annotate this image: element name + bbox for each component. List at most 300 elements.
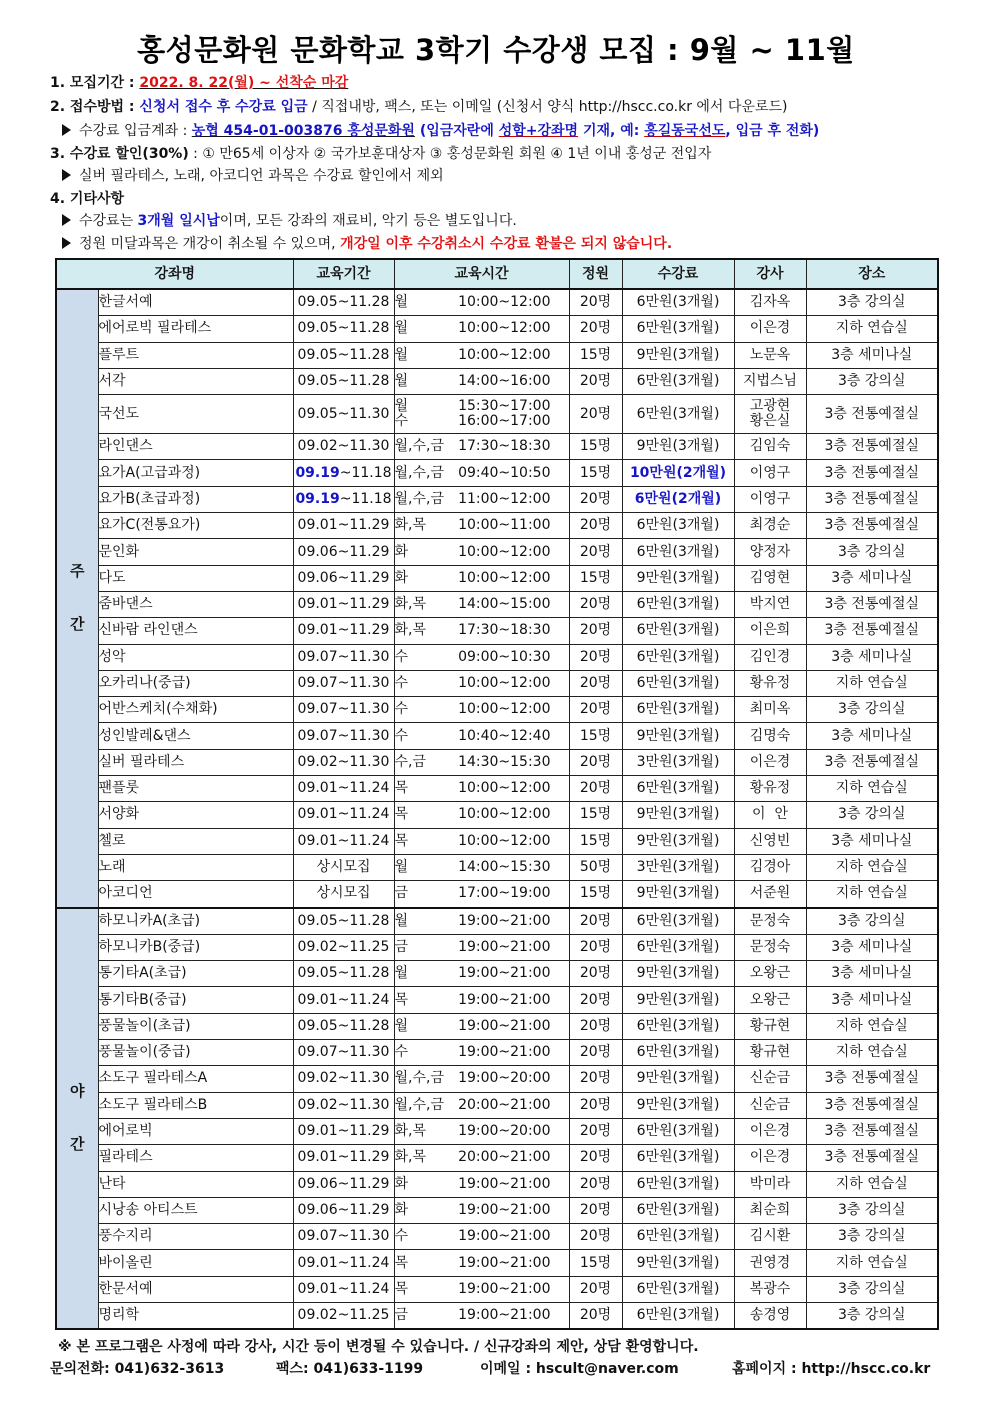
course-place: 3층 강의실 bbox=[806, 539, 938, 565]
course-fee: 6만원(3개월) bbox=[622, 1013, 734, 1039]
course-period: 09.07~11.30 bbox=[293, 670, 394, 696]
course-period: 09.06~11.29 bbox=[293, 565, 394, 591]
course-period: 09.07~11.30 bbox=[293, 1040, 394, 1066]
course-place: 3층 강의실 bbox=[806, 1224, 938, 1250]
course-fee: 6만원(3개월) bbox=[622, 618, 734, 644]
course-hours: 10:00~12:00 bbox=[458, 569, 551, 586]
course-days: 화,목 bbox=[394, 596, 426, 613]
course-capacity: 20명 bbox=[569, 1013, 622, 1039]
course-capacity: 20명 bbox=[569, 1276, 622, 1302]
table-row bbox=[56, 854, 938, 880]
course-place: 3층 전통예절실 bbox=[806, 434, 938, 460]
course-table bbox=[55, 258, 939, 1330]
course-fee: 6만원(3개월) bbox=[622, 670, 734, 696]
course-days: 금 bbox=[394, 1307, 409, 1324]
course-instructor: 이영구 bbox=[734, 460, 806, 486]
header-instructor: 강사 bbox=[734, 259, 806, 289]
course-name: 서양화 bbox=[98, 802, 293, 828]
course-capacity: 20명 bbox=[569, 749, 622, 775]
course-hours: 09:00~10:30 bbox=[458, 648, 551, 665]
course-capacity: 20명 bbox=[569, 1092, 622, 1118]
course-place: 3층 세미나실 bbox=[806, 828, 938, 854]
course-days: 월 bbox=[394, 912, 409, 929]
course-name: 풍수지리 bbox=[98, 1224, 293, 1250]
course-fee: 9만원(3개월) bbox=[622, 434, 734, 460]
course-days: 월 bbox=[394, 346, 409, 363]
course-time bbox=[394, 749, 569, 775]
course-hours: 14:00~16:00 bbox=[458, 373, 551, 390]
recruit-period-value: 2022. 8. 22(월) ~ 선착순 마감 bbox=[139, 75, 349, 91]
course-place: 3층 세미나실 bbox=[806, 644, 938, 670]
course-hours: 10:00~12:00 bbox=[458, 543, 551, 560]
course-instructor: 김영현 bbox=[734, 565, 806, 591]
account-note: (입금자란에 bbox=[414, 123, 499, 139]
course-instructor: 노문옥 bbox=[734, 342, 806, 368]
course-capacity: 15명 bbox=[569, 828, 622, 854]
course-name: 바이올린 bbox=[98, 1250, 293, 1276]
course-period: 09.07~11.30 bbox=[293, 723, 394, 749]
course-instructor: 김시환 bbox=[734, 1224, 806, 1250]
course-instructor: 김인경 bbox=[734, 644, 806, 670]
course-name: 아코디언 bbox=[98, 881, 293, 908]
session-label bbox=[56, 908, 98, 1330]
course-days: 수 bbox=[394, 1044, 409, 1061]
table-row bbox=[56, 670, 938, 696]
course-place: 3층 전통예절실 bbox=[806, 1145, 938, 1171]
course-hours: 14:00~15:00 bbox=[458, 596, 551, 613]
course-fee: 6만원(3개월) bbox=[622, 316, 734, 342]
course-name: 실버 필라테스 bbox=[98, 749, 293, 775]
course-hours: 17:00~19:00 bbox=[458, 885, 551, 902]
course-capacity: 15명 bbox=[569, 1250, 622, 1276]
course-days: 화 bbox=[394, 1175, 409, 1192]
course-fee: 9만원(3개월) bbox=[622, 723, 734, 749]
course-hours: 14:30~15:30 bbox=[458, 753, 551, 770]
course-capacity: 15명 bbox=[569, 460, 622, 486]
course-hours: 10:00~12:00 bbox=[458, 780, 551, 797]
account-number: 농협 454-01-003876 홍성문화원 bbox=[191, 123, 415, 139]
course-time bbox=[394, 697, 569, 723]
table-row bbox=[56, 395, 938, 434]
session-label-char: 주 bbox=[70, 562, 85, 581]
course-hours: 19:00~21:00 bbox=[458, 1307, 551, 1324]
course-fee: 6만원(3개월) bbox=[622, 908, 734, 935]
course-name: 통기타A(초급) bbox=[98, 961, 293, 987]
triangle-bullet-icon bbox=[62, 214, 71, 226]
course-instructor: 황규현 bbox=[734, 1040, 806, 1066]
course-period: 09.01~11.24 bbox=[293, 802, 394, 828]
course-fee: 9만원(3개월) bbox=[622, 1092, 734, 1118]
course-place: 지하 연습실 bbox=[806, 776, 938, 802]
table-row bbox=[56, 368, 938, 394]
course-time bbox=[394, 1013, 569, 1039]
course-fee: 6만원(3개월) bbox=[622, 513, 734, 539]
course-capacity: 15명 bbox=[569, 434, 622, 460]
course-days: 금 bbox=[394, 938, 409, 955]
course-capacity: 20명 bbox=[569, 1171, 622, 1197]
course-time bbox=[394, 802, 569, 828]
table-row bbox=[56, 316, 938, 342]
course-days: 월 bbox=[394, 294, 409, 311]
course-time bbox=[394, 316, 569, 342]
course-hours: 10:00~11:00 bbox=[458, 517, 551, 534]
course-name: 오카리나(중급) bbox=[98, 670, 293, 696]
course-time bbox=[394, 1066, 569, 1092]
course-days: 수,금 bbox=[394, 753, 426, 770]
course-period: 09.05~11.28 bbox=[293, 908, 394, 935]
course-instructor: 이은희 bbox=[734, 618, 806, 644]
course-days: 목 bbox=[394, 780, 409, 797]
table-row bbox=[56, 1145, 938, 1171]
course-place: 지하 연습실 bbox=[806, 1171, 938, 1197]
account-note: 기재, 예: bbox=[578, 123, 645, 139]
course-instructor: 김자옥 bbox=[734, 289, 806, 316]
account-note: , 입금 후 전화) bbox=[725, 123, 820, 139]
table-row bbox=[56, 1013, 938, 1039]
course-hours: 09:40~10:50 bbox=[458, 464, 551, 481]
course-name: 요가B(초급과정) bbox=[98, 486, 293, 512]
apply-method bbox=[50, 96, 787, 116]
course-instructor: 최경순 bbox=[734, 513, 806, 539]
etc-item-2 bbox=[52, 233, 672, 253]
course-period: 09.07~11.30 bbox=[293, 644, 394, 670]
course-fee: 9만원(3개월) bbox=[622, 1066, 734, 1092]
course-period: 09.02~11.30 bbox=[293, 1092, 394, 1118]
course-capacity: 20명 bbox=[569, 289, 622, 316]
course-hours: 19:00~21:00 bbox=[458, 912, 551, 929]
course-fee: 6만원(3개월) bbox=[622, 776, 734, 802]
etc-item-1 bbox=[52, 210, 517, 230]
course-days: 목 bbox=[394, 806, 409, 823]
period-end: ~11.18 bbox=[339, 490, 392, 507]
course-name: 한문서예 bbox=[98, 1276, 293, 1302]
course-fee: 6만원(3개월) bbox=[622, 1040, 734, 1066]
course-name: 성인발레&댄스 bbox=[98, 723, 293, 749]
session-label bbox=[56, 289, 98, 908]
course-time bbox=[394, 644, 569, 670]
course-place: 3층 세미나실 bbox=[806, 961, 938, 987]
header-course-name: 강좌명 bbox=[56, 259, 293, 289]
table-row bbox=[56, 539, 938, 565]
course-capacity: 15명 bbox=[569, 342, 622, 368]
table-row bbox=[56, 565, 938, 591]
course-name: 플루트 bbox=[98, 342, 293, 368]
course-time bbox=[394, 1276, 569, 1302]
course-time bbox=[394, 1250, 569, 1276]
course-name: 다도 bbox=[98, 565, 293, 591]
session-label-char: 간 bbox=[70, 1135, 85, 1154]
header-time: 교육시간 bbox=[394, 259, 569, 289]
instructor-name: 황은실 bbox=[749, 413, 791, 430]
course-period: 09.06~11.29 bbox=[293, 1171, 394, 1197]
triangle-bullet-icon bbox=[62, 169, 71, 181]
course-period: 09.02~11.25 bbox=[293, 1302, 394, 1329]
course-days: 월 bbox=[394, 1017, 409, 1034]
course-time bbox=[394, 1302, 569, 1329]
course-days: 월 bbox=[394, 398, 409, 415]
course-fee: 3만원(3개월) bbox=[622, 854, 734, 880]
course-capacity: 20명 bbox=[569, 1066, 622, 1092]
course-instructor: 이영구 bbox=[734, 486, 806, 512]
header-capacity: 정원 bbox=[569, 259, 622, 289]
course-instructor: 문정숙 bbox=[734, 908, 806, 935]
course-period: 09.01~11.24 bbox=[293, 987, 394, 1013]
triangle-bullet-icon bbox=[62, 237, 71, 249]
course-days: 월,수,금 bbox=[394, 490, 444, 507]
account-note-example: 홍길동국선도 bbox=[644, 123, 726, 139]
course-hours: 19:00~21:00 bbox=[458, 1228, 551, 1245]
course-name: 문인화 bbox=[98, 539, 293, 565]
course-name: 한글서예 bbox=[98, 289, 293, 316]
course-time bbox=[394, 565, 569, 591]
header-fee: 수강료 bbox=[622, 259, 734, 289]
course-instructor: 박미라 bbox=[734, 1171, 806, 1197]
course-name: 국선도 bbox=[98, 395, 293, 434]
course-instructor: 이은경 bbox=[734, 316, 806, 342]
course-capacity: 20명 bbox=[569, 961, 622, 987]
etc-highlight: 3개월 일시납 bbox=[137, 213, 220, 229]
course-capacity: 20명 bbox=[569, 1145, 622, 1171]
course-fee: 6만원(3개월) bbox=[622, 1197, 734, 1223]
course-instructor: 이은경 bbox=[734, 1118, 806, 1144]
course-name: 신바람 라인댄스 bbox=[98, 618, 293, 644]
table-row bbox=[56, 1092, 938, 1118]
course-place: 3층 강의실 bbox=[806, 1276, 938, 1302]
course-days: 화,목 bbox=[394, 622, 426, 639]
course-place: 지하 연습실 bbox=[806, 1250, 938, 1276]
course-name: 필라테스 bbox=[98, 1145, 293, 1171]
course-fee: 6만원(3개월) bbox=[622, 1145, 734, 1171]
course-days: 월 bbox=[394, 373, 409, 390]
course-period: 09.02~11.30 bbox=[293, 749, 394, 775]
course-fee: 9만원(3개월) bbox=[622, 961, 734, 987]
course-days: 화 bbox=[394, 1201, 409, 1218]
course-name: 하모니카B(중급) bbox=[98, 934, 293, 960]
table-row bbox=[56, 697, 938, 723]
course-fee: 9만원(3개월) bbox=[622, 565, 734, 591]
course-days: 화 bbox=[394, 543, 409, 560]
refund-warning: 개강일 이후 수강취소시 수강료 환불은 되지 않습니다. bbox=[340, 236, 673, 252]
course-name: 성악 bbox=[98, 644, 293, 670]
course-days: 월,수,금 bbox=[394, 1096, 444, 1113]
course-instructor bbox=[734, 395, 806, 434]
course-time bbox=[394, 1118, 569, 1144]
course-period: 09.01~11.24 bbox=[293, 1250, 394, 1276]
course-hours: 16:00~17:00 bbox=[458, 413, 551, 430]
course-capacity: 20명 bbox=[569, 670, 622, 696]
course-time bbox=[394, 539, 569, 565]
account-label: 수강료 입금계좌 : bbox=[79, 123, 192, 139]
course-instructor: 황유정 bbox=[734, 776, 806, 802]
table-row bbox=[56, 881, 938, 908]
discount-items: : ① 만65세 이상자 ② 국가보훈대상자 ③ 홍성문화원 회원 ④ 1년 이내 홍성군 전입자 bbox=[188, 146, 712, 162]
course-time bbox=[394, 776, 569, 802]
course-instructor: 이 안 bbox=[734, 802, 806, 828]
course-days: 수 bbox=[394, 727, 409, 744]
page-title: 홍성문화원 문화학교 3학기 수강생 모집 : 9월 ~ 11월 bbox=[137, 33, 855, 67]
period-start-highlight: 09.19 bbox=[295, 464, 340, 481]
table-row bbox=[56, 1302, 938, 1329]
course-hours: 19:00~21:00 bbox=[458, 1280, 551, 1297]
course-instructor: 지법스님 bbox=[734, 368, 806, 394]
course-instructor: 송경영 bbox=[734, 1302, 806, 1329]
course-capacity: 15명 bbox=[569, 802, 622, 828]
course-days: 수 bbox=[394, 701, 409, 718]
course-instructor: 오왕근 bbox=[734, 961, 806, 987]
table-row bbox=[56, 987, 938, 1013]
table-row bbox=[56, 908, 938, 935]
table-row bbox=[56, 1276, 938, 1302]
course-place: 3층 세미나실 bbox=[806, 342, 938, 368]
course-time bbox=[394, 513, 569, 539]
course-capacity: 20명 bbox=[569, 697, 622, 723]
recruit-period bbox=[50, 72, 348, 92]
course-hours: 14:00~15:30 bbox=[458, 859, 551, 876]
course-period: 09.01~11.24 bbox=[293, 776, 394, 802]
contact-homepage: 홈페이지 : http://hscc.co.kr bbox=[732, 1361, 931, 1377]
course-place: 지하 연습실 bbox=[806, 881, 938, 908]
course-fee: 9만원(3개월) bbox=[622, 802, 734, 828]
course-days: 월,수,금 bbox=[394, 438, 444, 455]
course-fee: 9만원(3개월) bbox=[622, 828, 734, 854]
table-row bbox=[56, 1040, 938, 1066]
table-row bbox=[56, 460, 938, 486]
course-days: 화,목 bbox=[394, 1123, 426, 1140]
course-name: 풍물놀이(중급) bbox=[98, 1040, 293, 1066]
course-capacity: 20명 bbox=[569, 1224, 622, 1250]
course-hours: 19:00~20:00 bbox=[458, 1070, 551, 1087]
course-days: 월,수,금 bbox=[394, 1070, 444, 1087]
course-hours: 17:30~18:30 bbox=[458, 622, 551, 639]
table-row bbox=[56, 1118, 938, 1144]
course-hours: 10:00~12:00 bbox=[458, 832, 551, 849]
course-capacity: 20명 bbox=[569, 539, 622, 565]
course-period: 09.07~11.30 bbox=[293, 1224, 394, 1250]
table-row bbox=[56, 591, 938, 617]
etc-label: 4. 기타사항 bbox=[50, 191, 125, 207]
course-hours: 19:00~21:00 bbox=[458, 1175, 551, 1192]
course-instructor: 신영빈 bbox=[734, 828, 806, 854]
course-time bbox=[394, 1040, 569, 1066]
course-fee: 6만원(3개월) bbox=[622, 1276, 734, 1302]
course-fee: 6만원(3개월) bbox=[622, 591, 734, 617]
course-time bbox=[394, 618, 569, 644]
course-name: 풍물놀이(초급) bbox=[98, 1013, 293, 1039]
course-fee: 9만원(3개월) bbox=[622, 342, 734, 368]
course-time bbox=[394, 1171, 569, 1197]
footer-note: ※ 본 프로그램은 사정에 따라 강사, 시간 등이 변경될 수 있습니다. / 신규강좌의 제안, 상담 환영합니다. bbox=[58, 1339, 699, 1355]
course-period: 09.01~11.24 bbox=[293, 1276, 394, 1302]
course-hours: 11:00~12:00 bbox=[458, 490, 551, 507]
course-name: 소도구 필라테스B bbox=[98, 1092, 293, 1118]
course-instructor: 문정숙 bbox=[734, 934, 806, 960]
course-time bbox=[394, 434, 569, 460]
course-hours: 10:00~12:00 bbox=[458, 346, 551, 363]
course-fee: 10만원(2개월) bbox=[622, 460, 734, 486]
course-name: 통기타B(중급) bbox=[98, 987, 293, 1013]
course-days: 목 bbox=[394, 832, 409, 849]
discount bbox=[50, 143, 711, 163]
course-days: 목 bbox=[394, 1254, 409, 1271]
course-capacity: 20명 bbox=[569, 934, 622, 960]
course-capacity: 20명 bbox=[569, 776, 622, 802]
course-instructor: 김임숙 bbox=[734, 434, 806, 460]
course-instructor: 김명숙 bbox=[734, 723, 806, 749]
course-name: 에어로빅 필라테스 bbox=[98, 316, 293, 342]
course-time bbox=[394, 368, 569, 394]
course-name: 소도구 필라테스A bbox=[98, 1066, 293, 1092]
course-name: 팬플룻 bbox=[98, 776, 293, 802]
course-hours: 10:00~12:00 bbox=[458, 806, 551, 823]
period-start-highlight: 09.19 bbox=[295, 490, 340, 507]
course-instructor: 황규현 bbox=[734, 1013, 806, 1039]
course-fee: 9만원(3개월) bbox=[622, 881, 734, 908]
course-capacity: 20명 bbox=[569, 1302, 622, 1329]
course-capacity: 20명 bbox=[569, 908, 622, 935]
course-period: 09.01~11.29 bbox=[293, 618, 394, 644]
discount-label: 3. 수강료 할인(30%) bbox=[50, 146, 189, 162]
course-time bbox=[394, 342, 569, 368]
course-hours: 19:00~21:00 bbox=[458, 1201, 551, 1218]
recruit-period-label: 1. 모집기간 : bbox=[50, 75, 140, 91]
course-hours: 19:00~20:00 bbox=[458, 1123, 551, 1140]
table-row bbox=[56, 644, 938, 670]
etc-text: 이며, 모든 강좌의 재료비, 악기 등은 별도입니다. bbox=[219, 213, 517, 229]
course-time bbox=[394, 670, 569, 696]
course-place: 3층 세미나실 bbox=[806, 934, 938, 960]
course-place: 지하 연습실 bbox=[806, 854, 938, 880]
instructor-name: 고광현 bbox=[749, 398, 791, 415]
course-hours: 19:00~21:00 bbox=[458, 938, 551, 955]
course-time bbox=[394, 987, 569, 1013]
course-capacity: 20명 bbox=[569, 1040, 622, 1066]
course-place: 3층 세미나실 bbox=[806, 565, 938, 591]
course-period bbox=[293, 486, 394, 512]
course-time bbox=[394, 1092, 569, 1118]
course-days: 수 bbox=[394, 413, 409, 430]
table-row bbox=[56, 934, 938, 960]
table-row bbox=[56, 723, 938, 749]
course-period: 09.01~11.29 bbox=[293, 1145, 394, 1171]
course-hours: 10:40~12:40 bbox=[458, 727, 551, 744]
session-label-char: 간 bbox=[70, 615, 85, 634]
course-fee: 9만원(3개월) bbox=[622, 1250, 734, 1276]
course-place: 3층 강의실 bbox=[806, 802, 938, 828]
course-time bbox=[394, 881, 569, 908]
course-capacity: 20명 bbox=[569, 644, 622, 670]
course-instructor: 이은경 bbox=[734, 1145, 806, 1171]
course-capacity: 20명 bbox=[569, 486, 622, 512]
course-capacity: 20명 bbox=[569, 395, 622, 434]
course-days: 화 bbox=[394, 569, 409, 586]
course-place: 3층 전통예절실 bbox=[806, 513, 938, 539]
course-time bbox=[394, 934, 569, 960]
course-name: 첼로 bbox=[98, 828, 293, 854]
course-time bbox=[394, 289, 569, 316]
course-time bbox=[394, 723, 569, 749]
course-place: 3층 강의실 bbox=[806, 697, 938, 723]
course-days: 월 bbox=[394, 859, 409, 876]
course-period: 09.01~11.29 bbox=[293, 591, 394, 617]
course-fee: 6만원(2개월) bbox=[622, 486, 734, 512]
course-name: 명리학 bbox=[98, 1302, 293, 1329]
course-place: 3층 전통예절실 bbox=[806, 1066, 938, 1092]
course-place: 3층 전통예절실 bbox=[806, 395, 938, 434]
course-days: 화,목 bbox=[394, 517, 426, 534]
course-place: 지하 연습실 bbox=[806, 316, 938, 342]
course-hours: 19:00~21:00 bbox=[458, 965, 551, 982]
course-period: 09.02~11.30 bbox=[293, 434, 394, 460]
